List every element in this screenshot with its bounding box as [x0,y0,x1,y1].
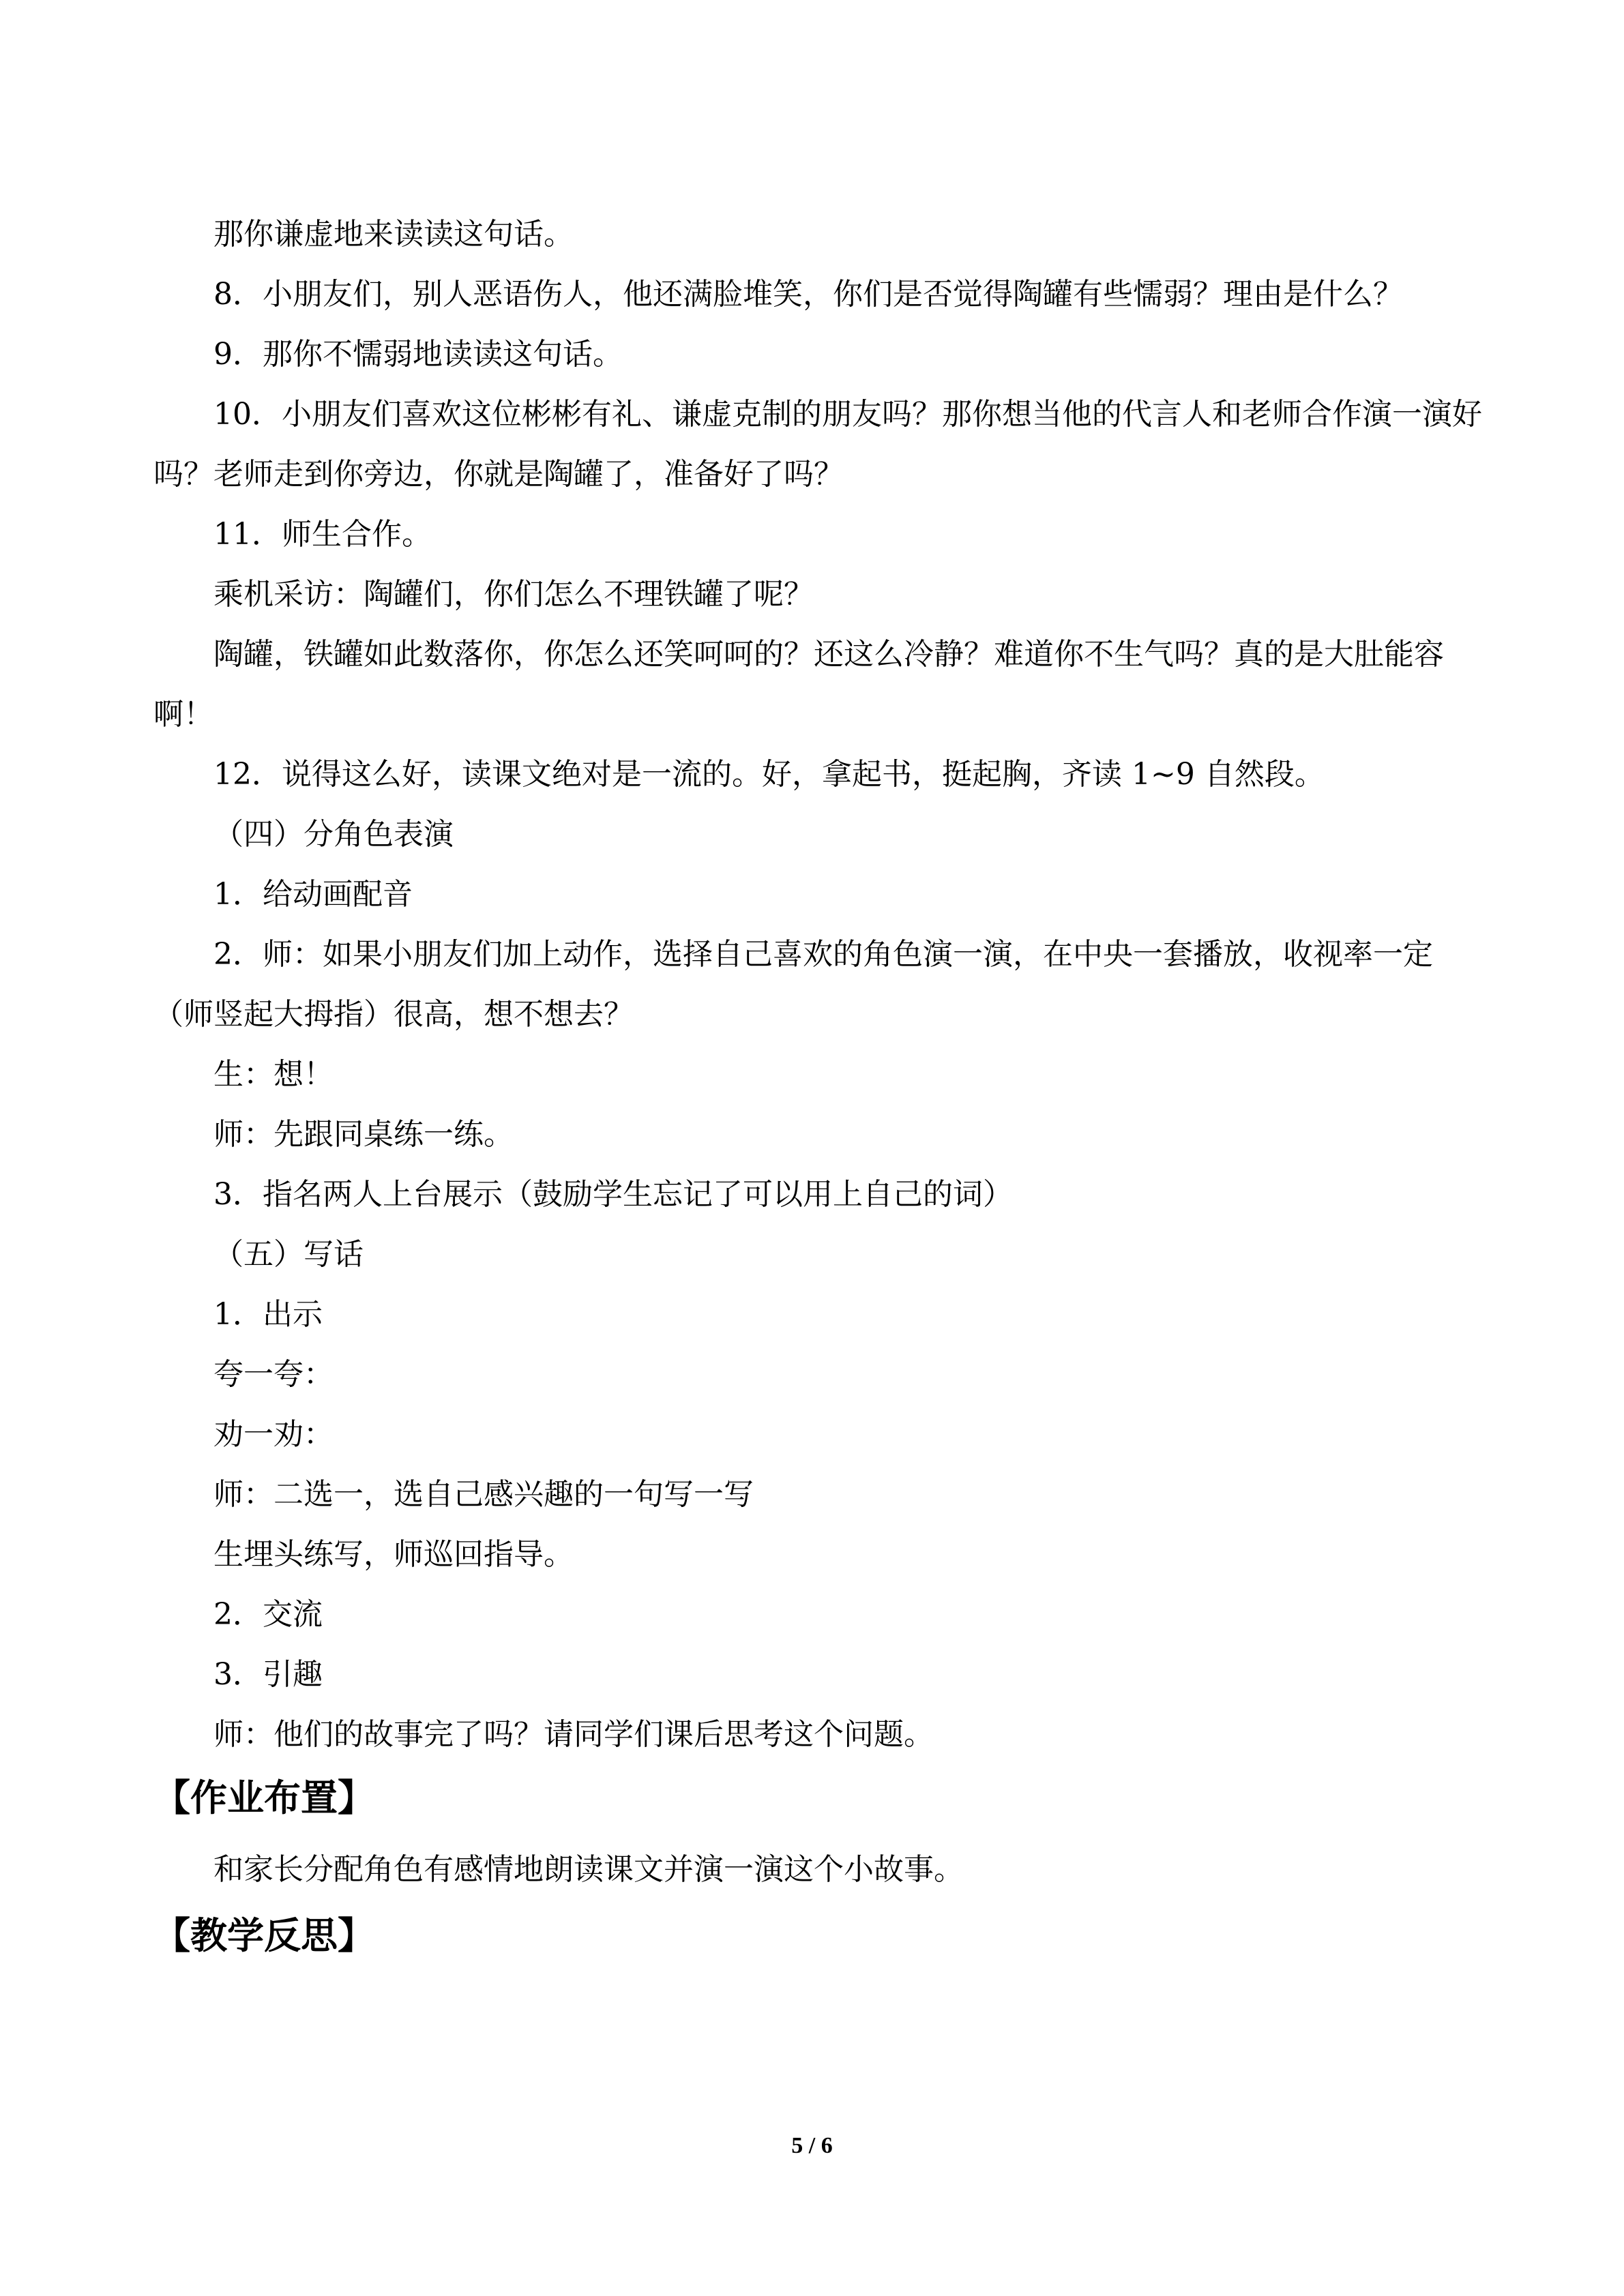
paragraph: 3．引趣 [213,1657,323,1692]
heading-homework: 【作业布置】 [153,1776,374,1819]
homework-text: 和家长分配角色有感情地朗读课文并演一演这个小故事。 [213,1852,964,1887]
paragraph: 夸一夸： [213,1357,334,1392]
paragraph: 3．指名两人上台展示（鼓励学生忘记了可以用上自己的词） [213,1177,1013,1212]
paragraph: 9．那你不懦弱地读读这句话。 [213,337,623,372]
paragraph: 2．交流 [213,1597,323,1632]
paragraph: 生：想！ [213,1057,334,1092]
paragraph: 师：先跟同桌练一练。 [213,1117,514,1152]
paragraph: 那你谦虚地来读读这句话。 [213,217,574,252]
paragraph: 11．师生合作。 [213,517,432,552]
paragraph: 陶罐，铁罐如此数落你，你怎么还笑呵呵的？还这么冷静？难道你不生气吗？真的是大肚能容啊！ [153,637,1444,732]
heading-reflection: 【教学反思】 [153,1914,374,1957]
paragraph: 12．说得这么好，读课文绝对是一流的。好，拿起书，挺起胸，齐读 1~9 自然段。 [213,757,1325,792]
section-subheading: （四）分角色表演 [213,817,454,852]
paragraph: 乘机采访：陶罐们，你们怎么不理铁罐了呢？ [213,577,814,612]
paragraph: 1．出示 [213,1297,323,1332]
paragraph: 生埋头练写，师巡回指导。 [213,1537,574,1572]
paragraph: 2．师：如果小朋友们加上动作，选择自己喜欢的角色演一演，在中央一套播放，收视率一定（师竖起大拇指）很高，想不想去？ [153,937,1433,1032]
page-content [153,205,1490,1978]
paragraph: 师：他们的故事完了吗？请同学们课后思考这个问题。 [213,1717,934,1752]
section-subheading: （五）写话 [213,1237,364,1272]
paragraph: 1．给动画配音 [213,877,413,912]
paragraph: 10．小朋友们喜欢这位彬彬有礼、谦虚克制的朋友吗？那你想当他的代言人和老师合作演一演好吗？老师走到你旁边，你就是陶罐了，准备好了吗？ [153,397,1482,492]
paragraph: 8．小朋友们，别人恶语伤人，他还满脸堆笑，你们是否觉得陶罐有些懦弱？理由是什么？ [213,277,1403,312]
paragraph: 劝一劝： [213,1417,334,1452]
page-number: 5 / 6 [791,2133,833,2158]
paragraph: 师：二选一，选自己感兴趣的一句写一写 [213,1477,754,1512]
